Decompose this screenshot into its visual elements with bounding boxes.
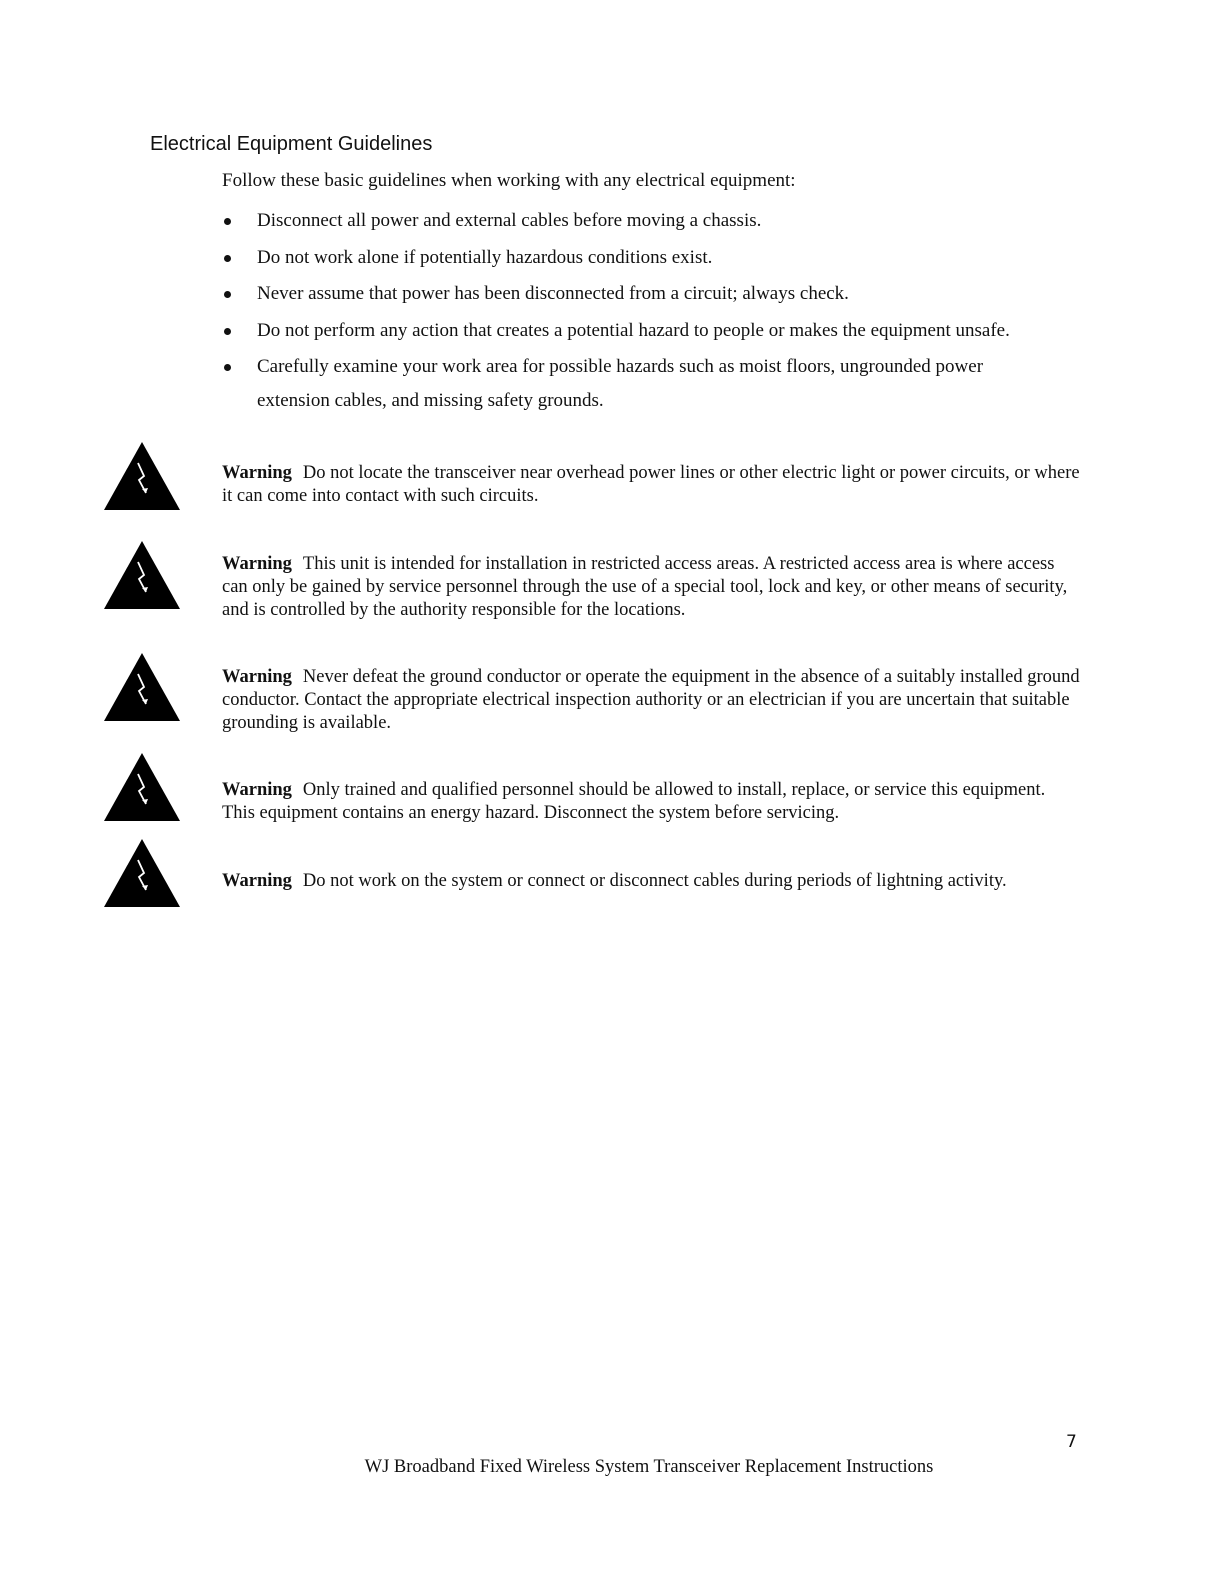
warning-label: Warning [222,554,292,574]
guideline-text: Disconnect all power and external cables before moving a chassis. [257,210,762,231]
bullet-icon [224,255,231,262]
guideline-item [222,350,1052,418]
intro-paragraph: Follow these basic guidelines when working with any electrical equipment: [222,170,796,191]
footer-document-title: WJ Broadband Fixed Wireless System Transceiver Replacement Instructions [364,1457,934,1477]
warning-lightning-icon [104,442,180,510]
warning-text: This unit is intended for installation in restricted access areas. A restricted access area is where access can only be gained by service personnel through the use of a special tool, lock and key, or other means of security, and is controlled by the authority responsible for the locations. [222,554,1068,620]
guidelines-list [222,204,1052,421]
warning-text: Do not locate the transceiver near overhead power lines or other electric light or power circuits, or where it can come into contact with such circuits. [222,463,1080,506]
bullet-icon [224,364,231,371]
guideline-text: Carefully examine your work area for possible hazards such as moist floors, ungrounded power extension cables, and missing safety grounds. [257,356,984,411]
warning-block [222,553,1082,622]
warning-block [222,779,1082,825]
guideline-text: Do not work alone if potentially hazardous conditions exist. [257,246,713,268]
guideline-item [222,277,1052,311]
bullet-icon [224,291,231,298]
warning-block [222,870,1082,893]
warning-label: Warning [222,780,292,800]
guideline-item [222,204,1052,238]
warning-lightning-icon [104,753,180,821]
warning-text: Never defeat the ground conductor or operate the equipment in the absence of a suitably installed ground conductor. Contact the appropriate electrical inspection authority or an electrician if you are uncertain that suitable grounding is available. [222,667,1080,733]
section-title: Electrical Equipment Guidelines [150,133,433,155]
guideline-item [222,314,1052,348]
guideline-item [222,241,1052,275]
guideline-text: Never assume that power has been disconnected from a circuit; always check. [257,283,849,304]
bullet-icon [224,218,231,225]
warning-label: Warning [222,667,292,687]
warning-block [222,462,1082,508]
guideline-text: Do not perform any action that creates a potential hazard to people or makes the equipment unsafe. [257,319,1010,341]
page-number: 7 [1066,1432,1077,1452]
warning-label: Warning [222,463,292,483]
bullet-icon [224,328,231,335]
warning-block [222,666,1082,735]
warning-lightning-icon [104,839,180,907]
warning-lightning-icon [104,653,180,721]
warning-text: Do not work on the system or connect or disconnect cables during periods of lightning activity. [302,871,1007,891]
warning-label: Warning [222,871,292,891]
warning-text: Only trained and qualified personnel should be allowed to install, replace, or service this equipment. This equipment contains an energy hazard. Disconnect the system before servicing. [222,780,1046,823]
warning-lightning-icon [104,541,180,609]
